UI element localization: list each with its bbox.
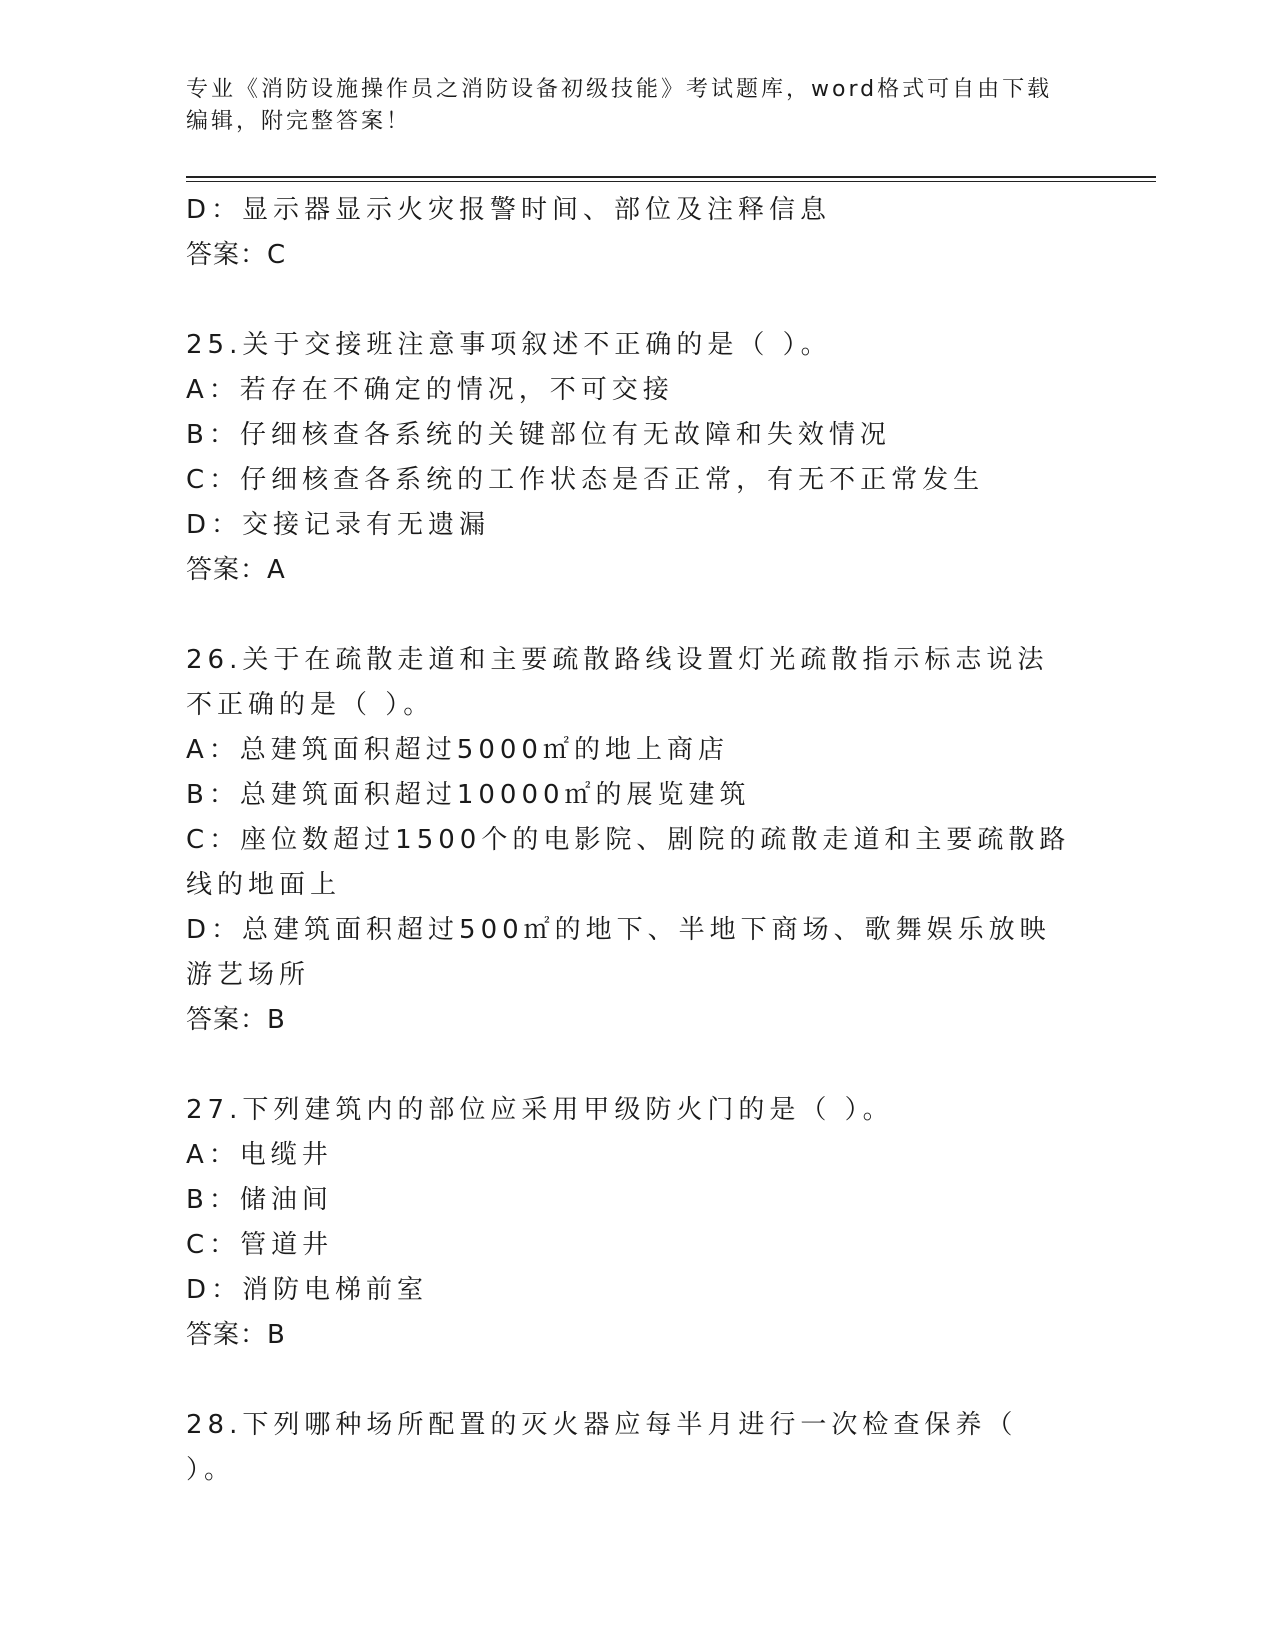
header-divider-thin xyxy=(186,181,1156,182)
option-d: D：总建筑面积超过500㎡的地下、半地下商场、歌舞娱乐放映游艺场所 xyxy=(186,915,1051,990)
question-stem: 27.下列建筑内的部位应采用甲级防火门的是（ ）。 xyxy=(186,1095,894,1125)
question-25 xyxy=(186,323,1076,593)
question-stem: 28.下列哪种场所配置的灭火器应每半月进行一次检查保养（ ）。 xyxy=(186,1410,1018,1485)
option-d: D：显示器显示火灾报警时间、部位及注释信息 xyxy=(186,195,832,225)
option-d: D：消防电梯前室 xyxy=(186,1275,429,1305)
page-header xyxy=(186,74,1066,138)
answer-label: 答案：B xyxy=(186,1005,286,1035)
option-c: C：座位数超过1500个的电影院、剧院的疏散走道和主要疏散路线的地面上 xyxy=(186,825,1071,900)
question-26 xyxy=(186,638,1076,1043)
answer-label: 答案：B xyxy=(186,1320,286,1350)
question-27 xyxy=(186,1088,1076,1358)
option-b: B：仔细核查各系统的关键部位有无故障和失效情况 xyxy=(186,420,891,450)
question-stem: 26.关于在疏散走道和主要疏散路线设置灯光疏散指示标志说法不正确的是（ ）。 xyxy=(186,645,1049,720)
option-a: A：电缆井 xyxy=(186,1140,333,1170)
option-a: A：若存在不确定的情况，不可交接 xyxy=(186,375,674,405)
option-c: C：仔细核查各系统的工作状态是否正常，有无不正常发生 xyxy=(186,465,985,495)
header-text: 专业《消防设施操作员之消防设备初级技能》考试题库，word格式可自由下载编辑，附完整答案！ xyxy=(186,77,1053,134)
option-c: C：管道井 xyxy=(186,1230,334,1260)
question-stem: 25.关于交接班注意事项叙述不正确的是（ ）。 xyxy=(186,330,832,360)
answer-label: 答案：C xyxy=(186,240,287,270)
question-28 xyxy=(186,1403,1076,1493)
option-a: A：总建筑面积超过5000㎡的地上商店 xyxy=(186,735,729,765)
answer-label: 答案：A xyxy=(186,555,286,585)
question-list xyxy=(186,188,1076,1493)
option-b: B：储油间 xyxy=(186,1185,333,1215)
header-divider-thick xyxy=(186,176,1156,178)
previous-question-tail xyxy=(186,188,1076,278)
option-d: D：交接记录有无遗漏 xyxy=(186,510,491,540)
option-b: B：总建筑面积超过10000㎡的展览建筑 xyxy=(186,780,751,810)
